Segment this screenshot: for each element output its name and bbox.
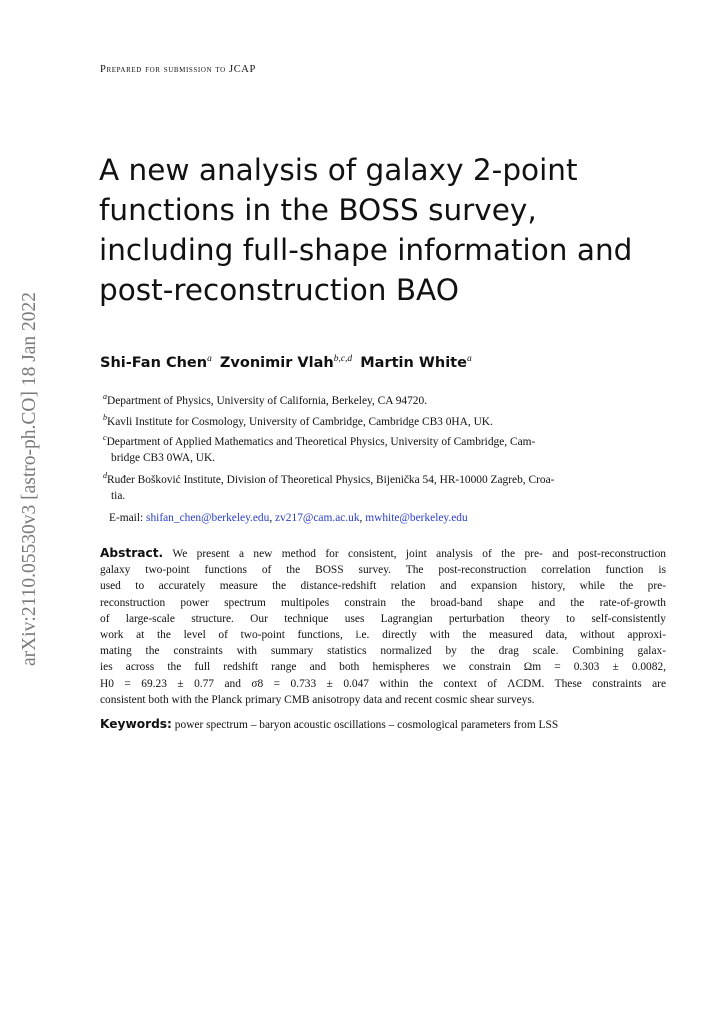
abstract-text: We present a new method for consistent, joint analysis of the pre- and post-reconstruction (172, 548, 666, 560)
abstract-line (100, 545, 666, 562)
email-label: E-mail: (109, 512, 144, 524)
affiliation-mark: d (103, 471, 107, 480)
abstract-line: ies across the full redshift range and both hemispheres we constrain Ωm = 0.303 ± 0.0082, (100, 661, 666, 674)
affiliation-text: bridge CB3 0WA, UK. (111, 451, 216, 464)
abstract-line: work at the level of two-point functions, i.e. directly with the measured data, without approxi- (100, 629, 666, 642)
title-line: post-reconstruction BAO (99, 273, 459, 307)
abstract-line: mating the constraints with summary statistics normalized by the drag scale. Combining galax- (100, 645, 666, 658)
abstract-line: of large-scale structure. Our technique uses Lagrangian perturbation theory to self-consistently (100, 612, 666, 625)
affiliation-text: Kavli Institute for Cosmology, University of Cambridge, Cambridge CB3 0HA, UK. (107, 415, 493, 428)
author-affiliation-mark: a (466, 354, 472, 364)
abstract-line: used to accurately measure the distance-redshift relation and expansion history, while the pre- (100, 580, 666, 593)
author (100, 355, 212, 371)
affiliation (103, 430, 663, 466)
affiliation (103, 468, 663, 504)
email-link[interactable]: shifan_chen@berkeley.edu (146, 512, 270, 524)
email-separator: , (269, 512, 273, 524)
author-name: Martin White (360, 354, 467, 371)
author-affiliation-mark: a (207, 354, 212, 364)
title-line: including full-shape information and (99, 233, 633, 267)
keywords (100, 717, 558, 731)
abstract-line: galaxy two-point functions of the BOSS survey. The post-reconstruction correlation function is (100, 564, 666, 577)
abstract-line: H0 = 69.23 ± 0.77 and σ8 = 0.733 ± 0.047 within the context of ΛCDM. These constraints are (100, 677, 666, 690)
author-affiliation-mark: b,c,d (333, 354, 353, 364)
title-line: A new analysis of galaxy 2-point (99, 153, 578, 187)
arxiv-stamp (19, 291, 40, 666)
author-name: Shi-Fan Chen (100, 354, 208, 371)
email-link[interactable]: zv217@cam.ac.uk (275, 512, 360, 524)
abstract (100, 545, 666, 708)
email-link[interactable]: mwhite@berkeley.edu (365, 512, 468, 524)
affiliation-text: Ruđer Bošković Institute, Division of Theoretical Physics, Bijenička 54, HR-10000 Zagreb, Croa- (107, 473, 555, 486)
author-list (100, 354, 475, 371)
keywords-text: power spectrum – baryon acoustic oscillations – cosmological parameters from LSS (174, 719, 559, 731)
affiliation-mark: c (103, 433, 107, 442)
abstract-line: reconstruction power spectrum multipoles constrain the broad-band shape and the rate-of-growth (100, 596, 666, 609)
keywords-heading: Keywords: (100, 717, 172, 731)
affiliation-text: Department of Physics, University of California, Berkeley, CA 94720. (107, 394, 428, 407)
affiliation-text: Department of Applied Mathematics and Theoretical Physics, University of Cambridge, Cam- (106, 435, 536, 448)
affiliation-text: tia. (111, 489, 126, 502)
affiliation (103, 389, 663, 409)
abstract-heading: Abstract. (100, 546, 164, 560)
paper-title (99, 150, 679, 310)
author (360, 355, 471, 371)
title-line: functions in the BOSS survey, (99, 193, 537, 227)
author-name: Zvonimir Vlah (219, 354, 334, 371)
email-line (109, 512, 468, 524)
abstract-line: consistent both with the Planck primary CMB anisotropy data and recent cosmic shear surveys. (100, 693, 535, 706)
affiliation-mark: b (103, 413, 107, 422)
affiliation-mark: a (103, 392, 107, 401)
author (220, 355, 352, 371)
submission-header: Prepared for submission to JCAP (100, 64, 256, 75)
arxiv-identifier: arXiv:2110.05530v3 [astro-ph.CO] 18 Jan 2022 (19, 291, 40, 666)
affiliation (103, 410, 663, 430)
email-separator: , (359, 512, 363, 524)
